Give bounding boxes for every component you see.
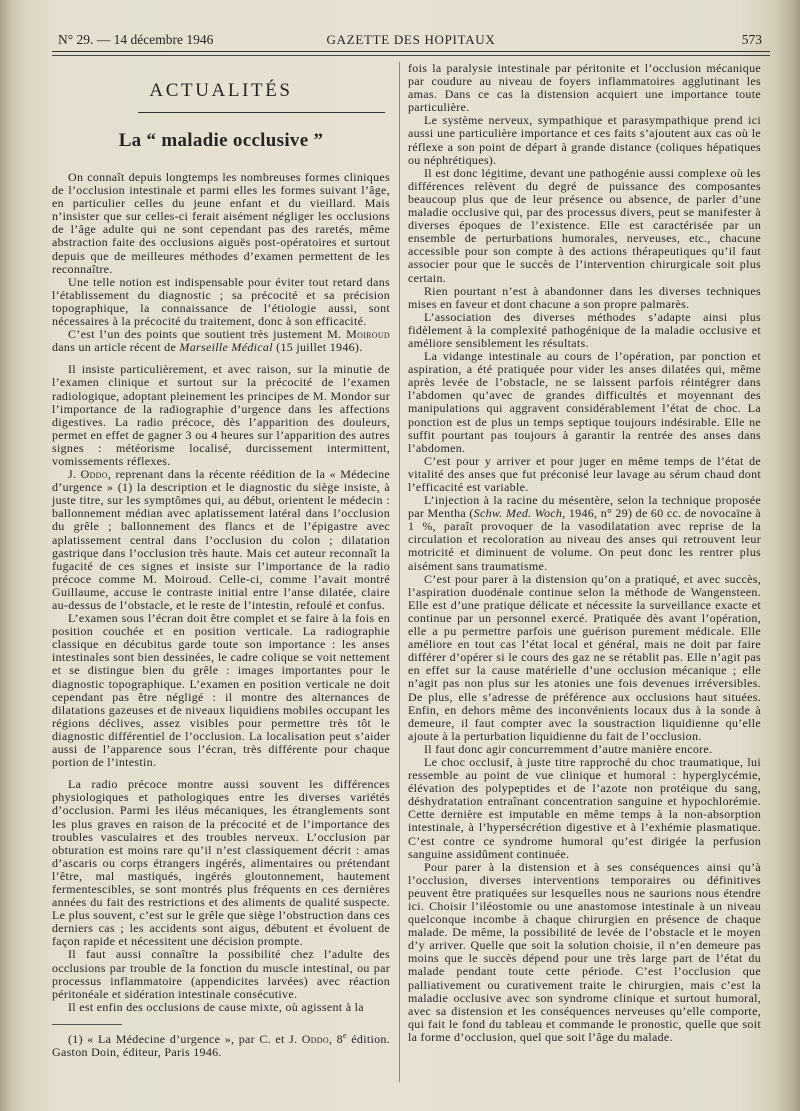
article-paragraph: C’est pour parer à la distension qu’on a pratiqué, et avec succès, l’aspiration duodénale continue selon la méthode de Wangensteen. Elle est d’une pratique délicate et nécessite la surveillance exacte et continue par un personnel exercé. Pratiquée dès avant l’opération, elle a pu permettre parfois une guérison purement médicale. Elle améliore en tout cas l’état local et général, mais ne doit par faire différer d’opérer si le cours des gaz ne se rétablit pas. Elle n’agit pas en effet sur la cause matérielle d’une occlusion mécanique ; elle n’agit pas non plus sur les atonies une fois devenues irréversibles. De plus, elle s’adresse de préférence aux occlusions haut situées. Enfin, en dehors même des inconvénients locaux dus à la sonde à demeure, il faut compter avec la soustraction liquidienne qu’elle ajoute à la perturbation liquidienne du fait de l’occlusion. xyxy=(408,571,761,743)
article-paragraph: L’examen sous l’écran doit être complet et se faire à la fois en position couchée et en position verticale. La radiographie classique en décubitus garde toute son importance : les anses intestinales sont bien dessinées, le cadre colique se voit nettement et se distingue bien du grêle : images importantes pour le diagnostic topographique. L’examen en position verticale ne doit cependant pas être négligé : il montre des alternances de dilatations gazeuses et de niveaux liquidiens mobiles occupant les régions déclives, assez visibles pour permettre très tôt le diagnostic différentiel de l’occlusion. La localisation peut s’aider aussi de l’apparence sous l’écran, très différente pour chaque portion de l’intestin. xyxy=(52,611,390,770)
right-column xyxy=(408,62,761,1044)
article-paragraph: Le système nerveux, sympathique et parasympathique prend ici aussi une particulière importance et ces faits s’ajoutent aux cas où le réflexe a son point de départ à grande distance (coliques hépatiques ou néphrétiques). xyxy=(408,113,761,167)
article-paragraph: La radio précoce montre aussi souvent les différences physiologiques et pathologiques entre les diverses variétés d’occlusion. Parmi les iléus mécaniques, les étranglements sont les plus graves en raison de la précocité et de l’importance des troubles vasculaires et des troubles nerveux. L’occlusion par obturation est moins rare qu’il n’est classiquement décrit : amas d’ascaris ou corps étrangers ingérés, alimentaires ou prétendant l’être, mal mastiqués, ingérés gloutonnement, hautement fermentescibles, se sont montrés plus fréquents en ces dernières années du fait des restrictions et des aliments de qualité suspecte. Le plus souvent, c’est sur le grêle que siège l’obstruction dans ces derniers cas ; les accidents sont aigus, débutent et évoluent de façon rapide et nécessitent une décision prompte. xyxy=(52,777,390,949)
header-rule-thick xyxy=(52,51,770,52)
article-paragraph: Il insiste particulièrement, et avec raison, sur la minutie de l’examen clinique et surtout sur la précocité de l’examen radiologique, adoptant pleinement les principes de M. Mondor sur l’importance de la radiographie d’urgence dans les affections digestives. La radio précoce, dès l’apparition des douleurs, permet en effet de gagner 3 ou 4 heures sur l’apparition des autres signes : météorisme localisé, durcissement intermittent, vomissements réflexes. xyxy=(52,362,390,468)
article-paragraph: On connaît depuis longtemps les nombreuses formes cliniques de l’occlusion intestinale et parmi elles les formes suivant l’âge, en particulier celles du jeune enfant et du vieillard. Mais n’insister que sur celles-ci ferait aisément négliger les occlusions de l’âge adulte qui ne sont cependant pas des raretés, même abstraction faite des occlusions aiguës post-opératoires et surtout depuis que de meilleures méthodes d’examen permettent de les reconnaître. xyxy=(52,170,390,276)
page-header xyxy=(52,31,770,49)
article-paragraph: L’injection à la racine du mésentère, selon la technique proposée par Mentha (Schw. Med. Woch, 1946, n° 29) de 60 cc. de novocaïne à 1 %, paraît provoquer de la vasodilatation avec reprise de la circulation et recoloration au niveau des anses qui retrouvent leur motricité et diminuent de volume. On peut donc les rentrer plus aisément sans traumatisme. xyxy=(408,493,761,573)
article-paragraph: La vidange intestinale au cours de l’opération, par ponction et aspiration, a été pratiquée pour vider les anses dilatées qui, même après levée de l’obstacle, ne se laissent parfois réintégrer dans l’abdomen qu’avec de grandes difficultés et moyennant des manipulations qui aggravent considérablement l’état de choc. La ponction est de plus un temps septique toujours indésirable. Elle ne suffit pourtant pas toujours à garantir la rentrée des anses dans l’abdomen. xyxy=(408,349,761,455)
smallcaps-text: Oddo xyxy=(301,1031,329,1046)
column-divider xyxy=(399,62,400,1082)
sup-text: e xyxy=(343,1030,347,1040)
article-paragraph: C’est pour y arriver et pour juger en même temps de l’état de vitalité des anses que fut préconisé leur lavage au sérum chaud dont l’efficacité est variable. xyxy=(408,453,761,494)
section-heading: ACTUALITÉS xyxy=(149,80,293,101)
italic-text: Schw. Med. Woch xyxy=(473,506,563,521)
article-paragraph: fois la paralysie intestinale par péritonite et l’occlusion mécanique par coudure au niveau de foyers inflammatoires agglutinant les amas. Dans ce cas la distension acquiert une importance toute particulière. xyxy=(408,61,761,115)
smallcaps-text: Moiroud xyxy=(346,327,390,342)
article-title: La “ maladie occlusive ” xyxy=(118,130,324,151)
article-paragraph: C’est l’un des points que soutient très justement M. Moiroud dans un article récent de Marseille Médical (15 juillet 1946). xyxy=(52,327,390,355)
italic-text: Marseille Médical xyxy=(179,340,273,355)
section-rule xyxy=(138,112,385,113)
article-paragraph: Il faut aussi connaître la possibilité chez l’adulte des occlusions par trouble de la fonction du muscle intestinal, ou par processus inflammatoire (appendicites larvées) avec réaction péritonéale et sidération intestinale consécutive. xyxy=(52,947,390,1001)
article-paragraph: Il est donc légitime, devant une pathogénie aussi complexe où les différences relèvent du degré de puissance des composantes beaucoup plus que de leur présence ou absence, de parler d’une maladie occlusive qui, par des processus divers, peut se manifester à diverses époques de l’existence. Elle est caractérisée par un ensemble de perturbations humorales, nerveuses, etc., chacune accessible pour son compte à des actions thérapeutiques qu’il faut associer pour que le succès de l’intervention chirurgicale soit plus certain. xyxy=(408,165,761,285)
page-number: 573 xyxy=(741,32,762,47)
article-body-left xyxy=(52,171,390,1014)
journal-title: GAZETTE DES HOPITAUX xyxy=(326,32,496,47)
article-paragraph: L’association des diverses méthodes s’adapte ainsi plus fidèlement à la complexité pathogénique de la maladie occlusive et améliore sensiblement les résultats. xyxy=(408,309,761,350)
article-paragraph: Pour parer à la distension et à ses conséquences ainsi qu’à l’occlusion, diverses interventions temporaires ou définitives peuvent être pratiquées sur lesquelles nous ne saurions nous étendre ici. Choisir l’iléostomie ou une anastomose intestinale à un niveau quelconque incombe à chaque chirurgien en présence de chaque malade. De même, la possibilité de levée de l’obstacle et le moyen d’y arriver. Quelle que soit la solution choisie, il n’en demeure pas moins que le succès dépend pour une très large part de l’état du malade pendant toute cette période. C’est l’occlusion que palliativement ou curativement traite le chirurgien, mais c’est la maladie occlusive avec son syndrome clinique et surtout humoral, avec sa distension et les conséquences nerveuses qu’elle comporte, qui fait le fond du tableau et commande le pronostic, quelle que soit la forme d’occlusion, quel que soit l’âge du malade. xyxy=(408,859,761,1044)
smallcaps-text: Oddo xyxy=(80,467,108,482)
left-column xyxy=(52,62,391,1059)
footnote xyxy=(52,1014,390,1059)
article-paragraph: Le choc occlusif, à juste titre rapproché du choc traumatique, lui ressemble au point de vue clinique et humoral : hyperglycémie, élévation des polypeptides et de l’azote non protéique du sang, déshydratation entraînant concentration sanguine et hypochlorémie. Cette dernière est imputable en même temps à la non-absorption intestinale, à l’hypersécrétion digestive et à l’exhémie plasmatique. C’est contre ce syndrome humoral qu’est dirigée la perfusion sanguine assidûment continuée. xyxy=(408,754,761,861)
footnote-text: (1) « La Médecine d’urgence », par C. et J. Oddo, 8e édition. Gaston Doin, éditeur, Paris 1946. xyxy=(52,1030,391,1059)
header-rule-thin xyxy=(52,55,770,56)
article-paragraph: Il est enfin des occlusions de cause mixte, où agissent à la xyxy=(68,999,364,1014)
issue-info: N° 29. — 14 décembre 1946 xyxy=(58,32,214,47)
article-paragraph: Une telle notion est indispensable pour éviter tout retard dans l’établissement du diagnostic ; sa précocité et sa précision topographique, la connaissance de l’étiologie aussi, sont nécessaires à la précocité du traitement, donc à son efficacité. xyxy=(52,274,390,329)
footnote-rule xyxy=(52,1024,122,1025)
article-paragraph: Rien pourtant n’est à abandonner dans les diverses techniques mises en faveur et dont chacune a son propre palmarès. xyxy=(408,283,761,311)
article-paragraph: Il faut donc agir concurremment d’autre manière encore. xyxy=(424,741,713,756)
article-paragraph: J. Oddo, reprenant dans la récente réédition de la « Médecine d’urgence » (1) la description et le diagnostic du siège insiste, à juste titre, sur les symptômes qui, au début, orientent le médecin : ballonnement médian avec aplatissement latéral dans l’occlusion du grêle ; ballonnement des flancs et de l’épigastre avec aplatissement central dans l’occlusion du colon ; dilatation gastrique dans l’occlusion très haute. Mais cet auteur reconnaît la fugacité de ces signes et insiste sur l’importance de la radio précoce comme M. Moiroud. Celle-ci, comme l’avait montré Guillaume, accuse le contraste initial entre l’anse dilatée, claire au-dessus de l’obstacle, et le reste de l’intestin, refoulé et confus. xyxy=(52,467,390,612)
